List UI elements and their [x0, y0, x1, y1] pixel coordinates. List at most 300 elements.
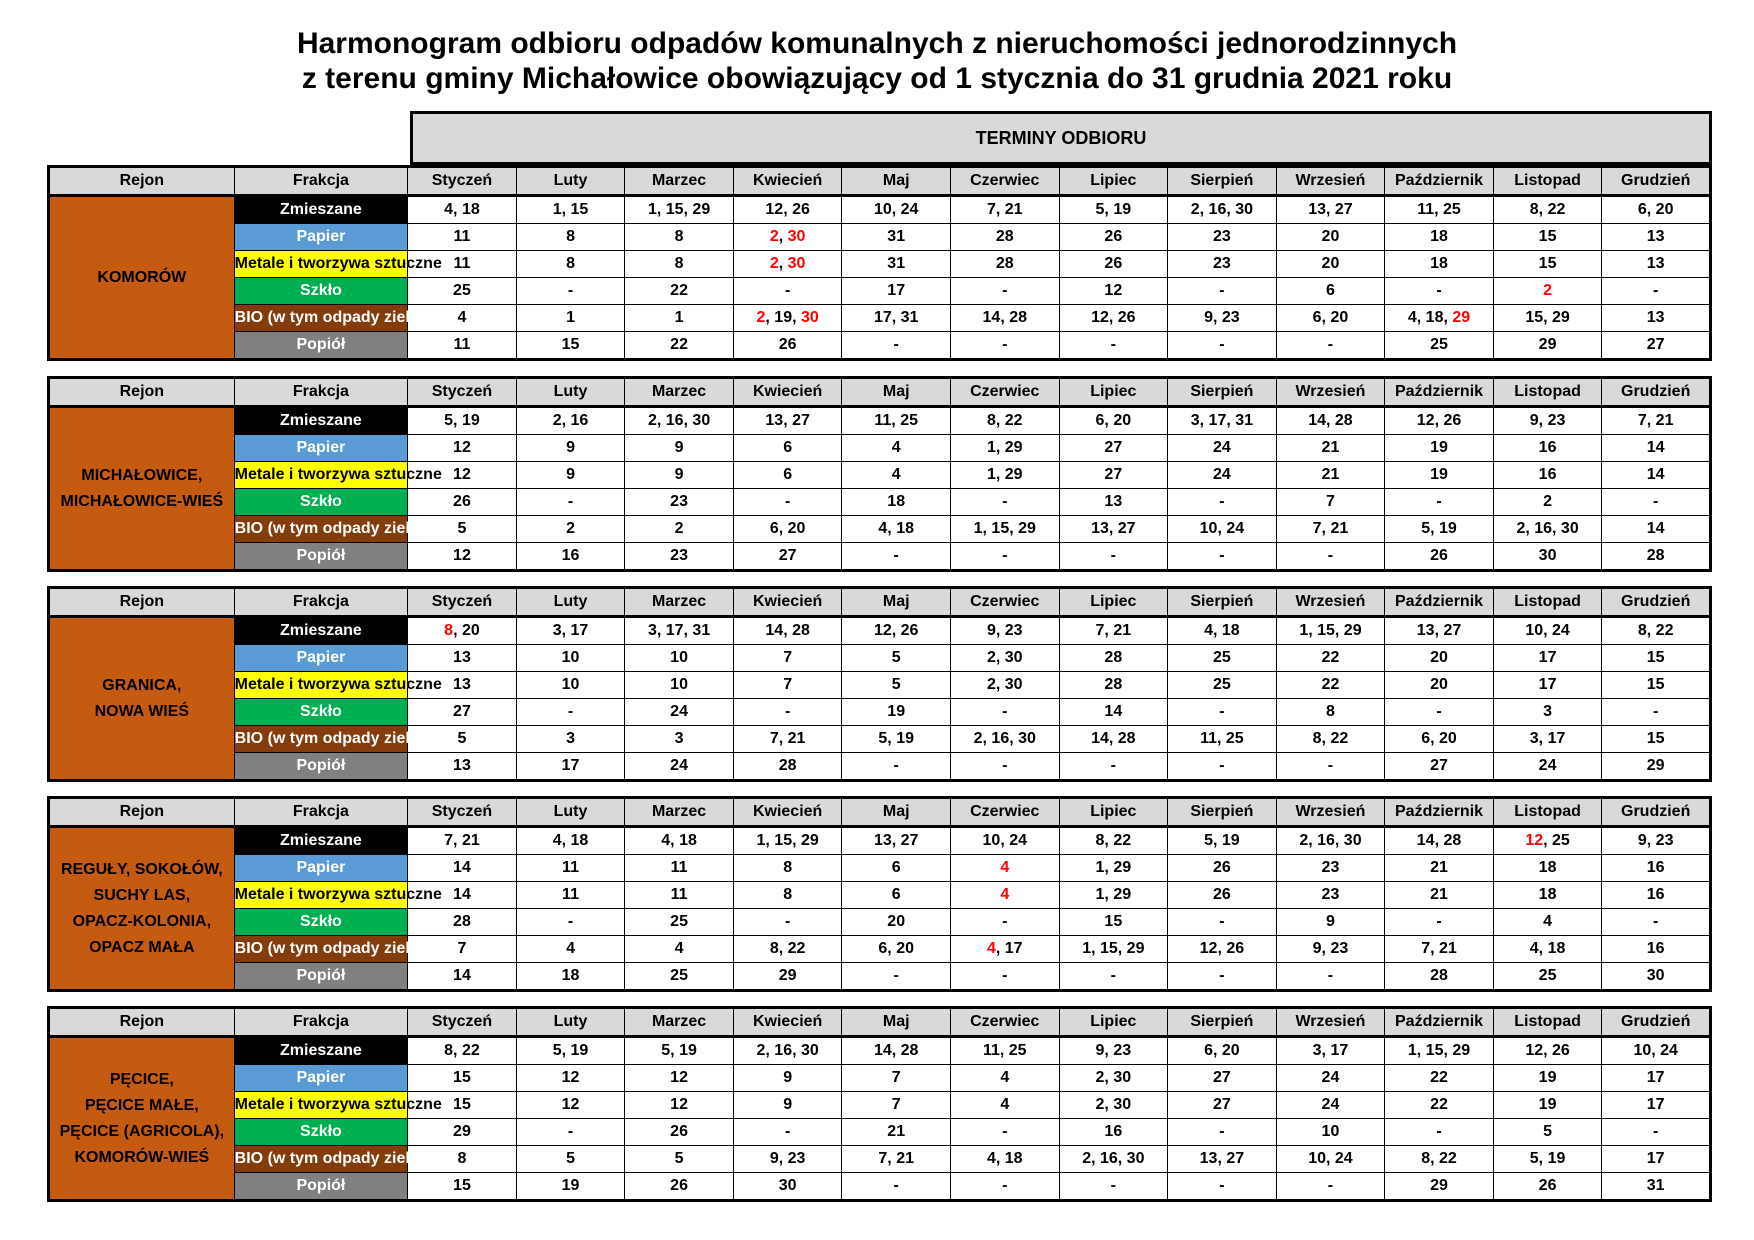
fraction-label: BIO (w tym odpady zielone)	[234, 1146, 408, 1173]
schedule-cell: 4	[842, 462, 951, 489]
schedule-cell: 18	[516, 963, 625, 991]
schedule-cell: 11, 25	[842, 407, 951, 435]
column-header-month: Wrzesień	[1276, 1008, 1385, 1037]
schedule-cell: 20	[1385, 645, 1494, 672]
schedule-cell: 12	[625, 1092, 734, 1119]
region-name-line: PĘCICE,	[109, 1070, 174, 1088]
schedule-cell: 13	[1602, 251, 1711, 278]
schedule-cell: 12	[516, 1092, 625, 1119]
column-header-month: Styczeń	[408, 167, 517, 196]
schedule-cell: 12, 26	[842, 617, 951, 645]
schedule-cell: 29	[1493, 332, 1602, 360]
schedule-cell: 23	[1276, 855, 1385, 882]
schedule-cell: 27	[733, 543, 842, 571]
column-header-frakcja: Frakcja	[234, 167, 408, 196]
schedule-cell: 13	[408, 672, 517, 699]
fraction-row	[49, 196, 1711, 224]
schedule-cell: 25	[408, 278, 517, 305]
column-header-month: Grudzień	[1602, 588, 1711, 617]
schedule-cell	[950, 882, 1059, 909]
schedule-cell: 5, 19	[1493, 1146, 1602, 1173]
fraction-label: Papier	[234, 224, 408, 251]
schedule-cell: 2, 30	[733, 224, 842, 251]
fraction-row	[49, 827, 1711, 855]
schedule-cell: 24	[625, 699, 734, 726]
schedule-cell: 16	[1493, 462, 1602, 489]
schedule-cell: 25	[625, 909, 734, 936]
schedule-cell: 25	[1385, 332, 1494, 360]
column-header-frakcja: Frakcja	[234, 1008, 408, 1037]
schedule-cell: 2, 30	[1059, 1065, 1168, 1092]
schedule-cell: 13, 27	[1385, 617, 1494, 645]
schedule-cell: 8	[625, 251, 734, 278]
fraction-row	[49, 617, 1711, 645]
schedule-cell: 10, 24	[1276, 1146, 1385, 1173]
schedule-cell: 10	[625, 645, 734, 672]
schedule-cell: 29	[1602, 753, 1711, 781]
schedule-cell: 2, 16, 30	[625, 407, 734, 435]
column-header-month: Kwiecień	[733, 588, 842, 617]
column-header-month: Czerwiec	[950, 798, 1059, 827]
column-header-month: Grudzień	[1602, 1008, 1711, 1037]
column-header-month: Luty	[516, 167, 625, 196]
schedule-cell: 5, 19	[516, 1037, 625, 1065]
column-header-month: Listopad	[1493, 378, 1602, 407]
schedule-cell: 30	[1493, 543, 1602, 571]
schedule-cell: -	[733, 699, 842, 726]
column-header-rejon: Rejon	[49, 167, 235, 196]
region-name	[49, 1037, 235, 1201]
fraction-row	[49, 936, 1711, 963]
schedule-cell: 25	[625, 963, 734, 991]
schedule-cell: 4	[1493, 909, 1602, 936]
fraction-label: Metale i tworzywa sztuczne	[234, 882, 408, 909]
schedule-cell: 1, 15, 29	[1059, 936, 1168, 963]
column-header-month: Październik	[1385, 588, 1494, 617]
schedule-cell: 8, 22	[1059, 827, 1168, 855]
schedule-cell: -	[516, 909, 625, 936]
schedule-cell: 9, 23	[1602, 827, 1711, 855]
schedule-cell: 16	[1602, 855, 1711, 882]
fraction-label: Popiół	[234, 543, 408, 571]
schedule-cell: 9	[733, 1092, 842, 1119]
fraction-row	[49, 407, 1711, 435]
schedule-cell: 18	[1493, 882, 1602, 909]
header-row	[49, 798, 1711, 827]
page-title	[0, 26, 1754, 96]
schedule-cell: 11	[625, 882, 734, 909]
fraction-row	[49, 543, 1711, 571]
schedule-cell: -	[1276, 1173, 1385, 1201]
fraction-label: Szkło	[234, 1119, 408, 1146]
column-header-month: Luty	[516, 378, 625, 407]
column-header-month: Styczeń	[408, 1008, 517, 1037]
region-name-line: OPACZ MAŁA	[89, 938, 195, 956]
schedule-cell: 2, 16, 30	[1276, 827, 1385, 855]
region-table	[47, 796, 1712, 992]
fraction-label: Zmieszane	[234, 1037, 408, 1065]
schedule-cell: 15	[408, 1092, 517, 1119]
schedule-cell: 6, 20	[1059, 407, 1168, 435]
highlighted-date: 4	[1000, 859, 1010, 876]
schedule-cell: 28	[950, 251, 1059, 278]
schedule-cell: -	[1059, 332, 1168, 360]
fraction-label: Popiół	[234, 1173, 408, 1201]
column-header-month: Lipiec	[1059, 167, 1168, 196]
schedule-cell: 13, 27	[733, 407, 842, 435]
schedule-cell: 2, 16, 30	[950, 726, 1059, 753]
schedule-cell: 21	[842, 1119, 951, 1146]
schedule-cell: 30	[733, 1173, 842, 1201]
schedule-cell: 2, 16, 30	[1168, 196, 1277, 224]
schedule-cell: 12	[408, 435, 517, 462]
schedule-cell: 14, 28	[1059, 726, 1168, 753]
fraction-label: Popiół	[234, 753, 408, 781]
schedule-cell: 7, 21	[1059, 617, 1168, 645]
schedule-cell: 10, 24	[950, 827, 1059, 855]
fraction-row	[49, 855, 1711, 882]
schedule-cell: 1, 29	[950, 435, 1059, 462]
schedule-cell: 9, 23	[950, 617, 1059, 645]
column-header-month: Październik	[1385, 798, 1494, 827]
fraction-label: Metale i tworzywa sztuczne	[234, 462, 408, 489]
schedule-cell: -	[1276, 332, 1385, 360]
schedule-cell: 12	[408, 462, 517, 489]
schedule-cell: 17	[1493, 645, 1602, 672]
schedule-cell: 2, 16, 30	[733, 1037, 842, 1065]
region-name-line: GRANICA,	[102, 676, 182, 694]
schedule-cell: 15	[1602, 645, 1711, 672]
schedule-cell: 17	[1493, 672, 1602, 699]
schedule-cell: 13	[408, 753, 517, 781]
schedule-cell: 3	[625, 726, 734, 753]
fraction-row	[49, 1173, 1711, 1201]
column-header-month: Marzec	[625, 798, 734, 827]
schedule-cell: 14	[408, 963, 517, 991]
fraction-label: Papier	[234, 855, 408, 882]
column-header-month: Kwiecień	[733, 1008, 842, 1037]
schedule-cell: 23	[625, 543, 734, 571]
schedule-cell: 24	[1276, 1065, 1385, 1092]
schedule-cell: 6, 20	[842, 936, 951, 963]
schedule-cell: 17, 31	[842, 305, 951, 332]
schedule-cell: -	[950, 1119, 1059, 1146]
fraction-label: BIO (w tym odpady zielone)	[234, 936, 408, 963]
column-header-frakcja: Frakcja	[234, 798, 408, 827]
fraction-label: Szkło	[234, 489, 408, 516]
schedule-cell: 30	[1602, 963, 1711, 991]
schedule-cell: 24	[625, 753, 734, 781]
schedule-cell: 4, 18, 29	[1385, 305, 1494, 332]
column-header-month: Sierpień	[1168, 588, 1277, 617]
schedule-cell: 12	[516, 1065, 625, 1092]
schedule-cell: 27	[1385, 753, 1494, 781]
schedule-cell: 9, 23	[1168, 305, 1277, 332]
schedule-cell: 2, 30	[950, 672, 1059, 699]
schedule-cell: -	[1602, 1119, 1711, 1146]
column-header-month: Lipiec	[1059, 378, 1168, 407]
column-header-month: Maj	[842, 1008, 951, 1037]
schedule-cell: 4	[516, 936, 625, 963]
fraction-row	[49, 645, 1711, 672]
schedule-cell: 9, 23	[1493, 407, 1602, 435]
schedule-cell: 18	[842, 489, 951, 516]
schedule-cell: 15	[1493, 251, 1602, 278]
schedule-cell: 8	[516, 251, 625, 278]
schedule-cell: 18	[1385, 251, 1494, 278]
region-name	[49, 196, 235, 360]
fraction-row	[49, 1065, 1711, 1092]
region-name-line: MICHAŁOWICE-WIEŚ	[60, 492, 224, 510]
schedule-cell: -	[733, 909, 842, 936]
schedule-cell: 21	[1385, 855, 1494, 882]
schedule-cell: 19	[1385, 435, 1494, 462]
schedule-cell: 13	[1059, 489, 1168, 516]
column-header-month: Grudzień	[1602, 798, 1711, 827]
schedule-cell: 26	[1493, 1173, 1602, 1201]
column-header-month: Styczeń	[408, 798, 517, 827]
schedule-cell: 8	[625, 224, 734, 251]
schedule-cell: 4, 17	[950, 936, 1059, 963]
fraction-row	[49, 251, 1711, 278]
schedule-cell: 5, 19	[1059, 196, 1168, 224]
header-row	[49, 588, 1711, 617]
fraction-label: BIO (w tym odpady zielone)	[234, 516, 408, 543]
schedule-cell: 26	[733, 332, 842, 360]
schedule-cell: 2, 16, 30	[1059, 1146, 1168, 1173]
schedule-cell: 4	[408, 305, 517, 332]
schedule-cell: 23	[625, 489, 734, 516]
schedule-cell: -	[950, 963, 1059, 991]
schedule-cell: 9, 23	[733, 1146, 842, 1173]
fraction-label: Papier	[234, 435, 408, 462]
schedule-cell: 8, 22	[733, 936, 842, 963]
schedule-cell: 11, 25	[1385, 196, 1494, 224]
schedule-cell: 10	[1276, 1119, 1385, 1146]
schedule-cell: 5	[408, 516, 517, 543]
schedule-cell: 4, 18	[950, 1146, 1059, 1173]
fraction-row	[49, 699, 1711, 726]
schedule-cell: -	[950, 699, 1059, 726]
column-header-month: Luty	[516, 798, 625, 827]
schedule-cell: 2	[625, 516, 734, 543]
schedule-cell: 2, 30	[950, 645, 1059, 672]
schedule-cell: 29	[1385, 1173, 1494, 1201]
terminy-odbioru-header: TERMINY ODBIORU	[410, 111, 1712, 165]
fraction-label: Zmieszane	[234, 196, 408, 224]
schedule-cell: 16	[1602, 936, 1711, 963]
schedule-cell: -	[842, 332, 951, 360]
schedule-cell: 13	[1602, 305, 1711, 332]
column-header-rejon: Rejon	[49, 588, 235, 617]
schedule-cell: 10, 24	[842, 196, 951, 224]
schedule-cell: 13, 27	[1276, 196, 1385, 224]
schedule-cell: 8, 22	[1276, 726, 1385, 753]
schedule-cell: 6	[842, 855, 951, 882]
schedule-cell: 26	[625, 1119, 734, 1146]
schedule-cell: 26	[625, 1173, 734, 1201]
schedule-cell: 11	[625, 855, 734, 882]
schedule-cell: 10, 24	[1602, 1037, 1711, 1065]
schedule-cell: 12, 26	[1168, 936, 1277, 963]
schedule-cell: 4	[625, 936, 734, 963]
schedule-cell: 8	[733, 855, 842, 882]
schedule-cell	[950, 855, 1059, 882]
schedule-cell: -	[1385, 489, 1494, 516]
schedule-cell: 9	[516, 462, 625, 489]
schedule-cell: 8	[733, 882, 842, 909]
schedule-cell: 28	[1059, 645, 1168, 672]
schedule-cell: 7, 21	[1385, 936, 1494, 963]
schedule-cell: -	[1602, 699, 1711, 726]
column-header-month: Czerwiec	[950, 1008, 1059, 1037]
schedule-cell: -	[842, 753, 951, 781]
region-name-line: MICHAŁOWICE,	[81, 466, 203, 484]
schedule-cell: 9	[733, 1065, 842, 1092]
schedule-cell: 15	[1602, 726, 1711, 753]
schedule-cell: -	[1168, 1119, 1277, 1146]
schedule-cell: 15	[1493, 224, 1602, 251]
schedule-cell: 3, 17	[516, 617, 625, 645]
fraction-label: Papier	[234, 1065, 408, 1092]
schedule-cell: -	[1168, 543, 1277, 571]
schedule-cell: 10, 24	[1493, 617, 1602, 645]
schedule-cell: 1	[625, 305, 734, 332]
schedule-cell: 24	[1276, 1092, 1385, 1119]
highlighted-date: 2	[769, 228, 779, 245]
column-header-month: Czerwiec	[950, 378, 1059, 407]
schedule-cell: 7, 21	[1602, 407, 1711, 435]
schedule-cell: 13	[408, 645, 517, 672]
schedule-cell: 1, 15	[516, 196, 625, 224]
schedule-cell: 11	[516, 855, 625, 882]
schedule-cell: 22	[1276, 672, 1385, 699]
schedule-cell: 16	[1602, 882, 1711, 909]
schedule-cell: 12	[408, 543, 517, 571]
schedule-cell: 15, 29	[1493, 305, 1602, 332]
schedule-cell: 5	[842, 672, 951, 699]
column-header-month: Listopad	[1493, 588, 1602, 617]
schedule-cell: 16	[1493, 435, 1602, 462]
column-header-month: Maj	[842, 167, 951, 196]
fraction-row	[49, 305, 1711, 332]
schedule-cell: 5, 19	[625, 1037, 734, 1065]
schedule-cell: 19	[1493, 1092, 1602, 1119]
fraction-label: BIO (w tym odpady zielone)	[234, 305, 408, 332]
schedule-cell: 6, 20	[1276, 305, 1385, 332]
column-header-month: Czerwiec	[950, 588, 1059, 617]
schedule-cell: 9	[625, 462, 734, 489]
schedule-cell: 8, 22	[950, 407, 1059, 435]
schedule-cell: 17	[842, 278, 951, 305]
schedule-cell: 4, 18	[516, 827, 625, 855]
schedule-cell: 14, 28	[1385, 827, 1494, 855]
schedule-cell: 9	[516, 435, 625, 462]
schedule-cell: 18	[1493, 855, 1602, 882]
schedule-cell: 3, 17	[1493, 726, 1602, 753]
schedule-cell: 6, 20	[1602, 196, 1711, 224]
schedule-cell: 11, 25	[1168, 726, 1277, 753]
schedule-cell: 17	[1602, 1065, 1711, 1092]
schedule-cell: 14	[1602, 516, 1711, 543]
schedule-cell: 22	[1385, 1065, 1494, 1092]
column-header-month: Marzec	[625, 588, 734, 617]
schedule-cell: 5, 19	[1168, 827, 1277, 855]
column-header-month: Listopad	[1493, 798, 1602, 827]
schedule-cell: 2	[1493, 489, 1602, 516]
schedule-cell: 5	[842, 645, 951, 672]
schedule-cell: 1, 15, 29	[625, 196, 734, 224]
schedule-cell: 2, 19, 30	[733, 305, 842, 332]
fraction-row	[49, 1119, 1711, 1146]
schedule-cell: -	[1168, 489, 1277, 516]
schedule-cell: 14, 28	[733, 617, 842, 645]
highlighted-date: 2	[1543, 282, 1553, 299]
schedule-cell: 29	[408, 1119, 517, 1146]
schedule-cell: 9	[625, 435, 734, 462]
fraction-row	[49, 882, 1711, 909]
schedule-cell: -	[950, 1173, 1059, 1201]
schedule-cell: 6, 20	[1168, 1037, 1277, 1065]
schedule-cell: 24	[1168, 462, 1277, 489]
schedule-cell: -	[950, 278, 1059, 305]
fraction-row	[49, 726, 1711, 753]
schedule-cell: 21	[1276, 435, 1385, 462]
highlighted-date: 2	[756, 309, 766, 326]
column-header-month: Grudzień	[1602, 167, 1711, 196]
schedule-cell: 12	[625, 1065, 734, 1092]
fraction-label: Popiół	[234, 332, 408, 360]
schedule-cell: 22	[1385, 1092, 1494, 1119]
fraction-row	[49, 672, 1711, 699]
schedule-cell: 11	[408, 224, 517, 251]
schedule-cell: 19	[842, 699, 951, 726]
fraction-row	[49, 753, 1711, 781]
schedule-cell: -	[1168, 909, 1277, 936]
region-name-line: REGUŁY, SOKOŁÓW,	[60, 860, 223, 878]
schedule-cell: 14	[1059, 699, 1168, 726]
schedule-cell: 31	[842, 251, 951, 278]
schedule-cell: 28	[733, 753, 842, 781]
fraction-row	[49, 224, 1711, 251]
schedule-cell: 13, 27	[842, 827, 951, 855]
schedule-cell: -	[1276, 753, 1385, 781]
column-header-month: Lipiec	[1059, 588, 1168, 617]
schedule-cell: 28	[408, 909, 517, 936]
schedule-cell: -	[733, 489, 842, 516]
schedule-cell: 4, 18	[408, 196, 517, 224]
schedule-cell: 6	[1276, 278, 1385, 305]
schedule-cell: -	[1276, 963, 1385, 991]
schedule-cell: -	[1602, 278, 1711, 305]
schedule-cell: 8	[516, 224, 625, 251]
region-name-line: SUCHY LAS,	[93, 886, 191, 904]
region-name-line: KOMORÓW	[97, 268, 187, 286]
column-header-month: Wrzesień	[1276, 798, 1385, 827]
schedule-cell: 21	[1385, 882, 1494, 909]
column-header-month: Luty	[516, 588, 625, 617]
header-row	[49, 378, 1711, 407]
schedule-cell: 1	[516, 305, 625, 332]
schedule-cell: -	[950, 909, 1059, 936]
schedule-cell: 12, 26	[1385, 407, 1494, 435]
schedule-cell: 8, 22	[1385, 1146, 1494, 1173]
schedule-cell: 5, 19	[842, 726, 951, 753]
schedule-cell: 22	[625, 278, 734, 305]
schedule-cell: 18	[1385, 224, 1494, 251]
column-header-month: Marzec	[625, 167, 734, 196]
schedule-cell: 17	[516, 753, 625, 781]
